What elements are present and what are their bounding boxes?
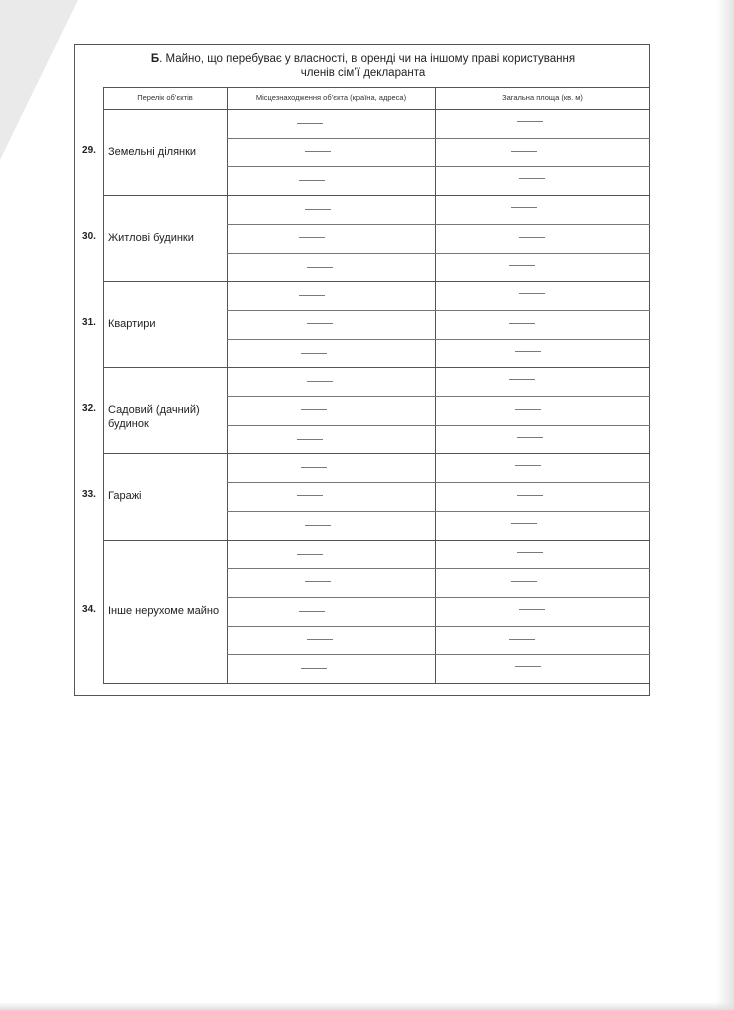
row-category-label: Садовий (дачний) будинок <box>108 404 200 431</box>
row-category-label: Земельні ділянки <box>108 146 197 159</box>
row-category-label: Гаражі <box>108 490 142 503</box>
area-blank-mark <box>511 151 537 152</box>
sub-row-line <box>227 568 650 569</box>
area-blank-mark <box>511 523 537 524</box>
header-bottom-line <box>103 109 650 110</box>
location-blank-mark <box>297 495 323 496</box>
section-title-line1: . Майно, що перебуває у власності, в оренді чи на іншому праві користування <box>159 53 576 65</box>
area-blank-mark <box>511 207 537 208</box>
location-blank-mark <box>307 381 333 382</box>
scan-shadow-right-edge <box>716 0 734 1010</box>
sub-row-line <box>227 310 650 311</box>
scan-shadow-corner <box>0 0 78 160</box>
row-number: 34. <box>82 604 96 616</box>
header-objects: Перелік об’єктів <box>137 93 193 102</box>
section-letter: Б <box>150 53 160 65</box>
row-group-line <box>103 540 650 541</box>
location-blank-mark <box>301 353 327 354</box>
row-group-line <box>103 367 650 368</box>
row-group-line <box>103 683 650 684</box>
location-blank-mark <box>305 581 331 582</box>
location-blank-mark <box>301 668 327 669</box>
sub-row-line <box>227 166 650 167</box>
column-line-area <box>435 87 436 683</box>
row-group-line <box>103 195 650 196</box>
sub-row-line <box>227 396 650 397</box>
location-blank-mark <box>297 554 323 555</box>
declaration-section-b-frame <box>74 44 650 696</box>
row-category-label: Житлові будинки <box>108 232 194 245</box>
area-blank-mark <box>517 121 543 122</box>
sub-row-line <box>227 597 650 598</box>
area-blank-mark <box>511 581 537 582</box>
area-blank-mark <box>509 265 535 266</box>
row-category-label: Квартири <box>108 318 156 331</box>
sub-row-line <box>227 654 650 655</box>
sub-row-line <box>227 482 650 483</box>
section-title-line2: членів сім’ї декларанта <box>300 67 426 79</box>
sub-row-line <box>227 339 650 340</box>
area-blank-mark <box>509 323 535 324</box>
location-blank-mark <box>301 467 327 468</box>
location-blank-mark <box>307 323 333 324</box>
header-location: Місцезнаходження об’єкта (країна, адреса) <box>255 93 407 102</box>
header-area: Загальна площа (кв. м) <box>502 93 583 102</box>
location-blank-mark <box>299 295 325 296</box>
area-blank-mark <box>519 237 545 238</box>
header-top-line <box>103 87 650 88</box>
sub-row-line <box>227 224 650 225</box>
area-blank-mark <box>517 437 543 438</box>
sub-row-line <box>227 511 650 512</box>
location-blank-mark <box>301 409 327 410</box>
area-blank-mark <box>509 379 535 380</box>
scan-shadow-bottom-edge <box>0 1002 734 1010</box>
row-group-line <box>103 281 650 282</box>
row-number: 29. <box>82 145 96 157</box>
location-blank-mark <box>305 151 331 152</box>
area-blank-mark <box>515 666 541 667</box>
row-number: 32. <box>82 403 96 415</box>
column-line-location <box>227 87 228 683</box>
area-blank-mark <box>515 465 541 466</box>
area-blank-mark <box>515 409 541 410</box>
row-category-label: Інше нерухоме майно <box>108 605 220 618</box>
row-number: 33. <box>82 489 96 501</box>
area-blank-mark <box>519 178 545 179</box>
sub-row-line <box>227 626 650 627</box>
location-blank-mark <box>297 123 323 124</box>
location-blank-mark <box>297 439 323 440</box>
sub-row-line <box>227 253 650 254</box>
column-line-objects <box>103 87 104 683</box>
row-number: 31. <box>82 317 96 329</box>
area-blank-mark <box>519 609 545 610</box>
location-blank-mark <box>299 237 325 238</box>
area-blank-mark <box>515 351 541 352</box>
row-number: 30. <box>82 231 96 243</box>
area-blank-mark <box>517 552 543 553</box>
area-blank-mark <box>517 495 543 496</box>
property-table <box>75 45 651 697</box>
sub-row-line <box>227 138 650 139</box>
location-blank-mark <box>307 267 333 268</box>
area-blank-mark <box>519 293 545 294</box>
sub-row-line <box>227 425 650 426</box>
area-blank-mark <box>509 639 535 640</box>
location-blank-mark <box>307 639 333 640</box>
location-blank-mark <box>299 611 325 612</box>
row-group-line <box>103 453 650 454</box>
location-blank-mark <box>305 209 331 210</box>
location-blank-mark <box>305 525 331 526</box>
location-blank-mark <box>299 180 325 181</box>
